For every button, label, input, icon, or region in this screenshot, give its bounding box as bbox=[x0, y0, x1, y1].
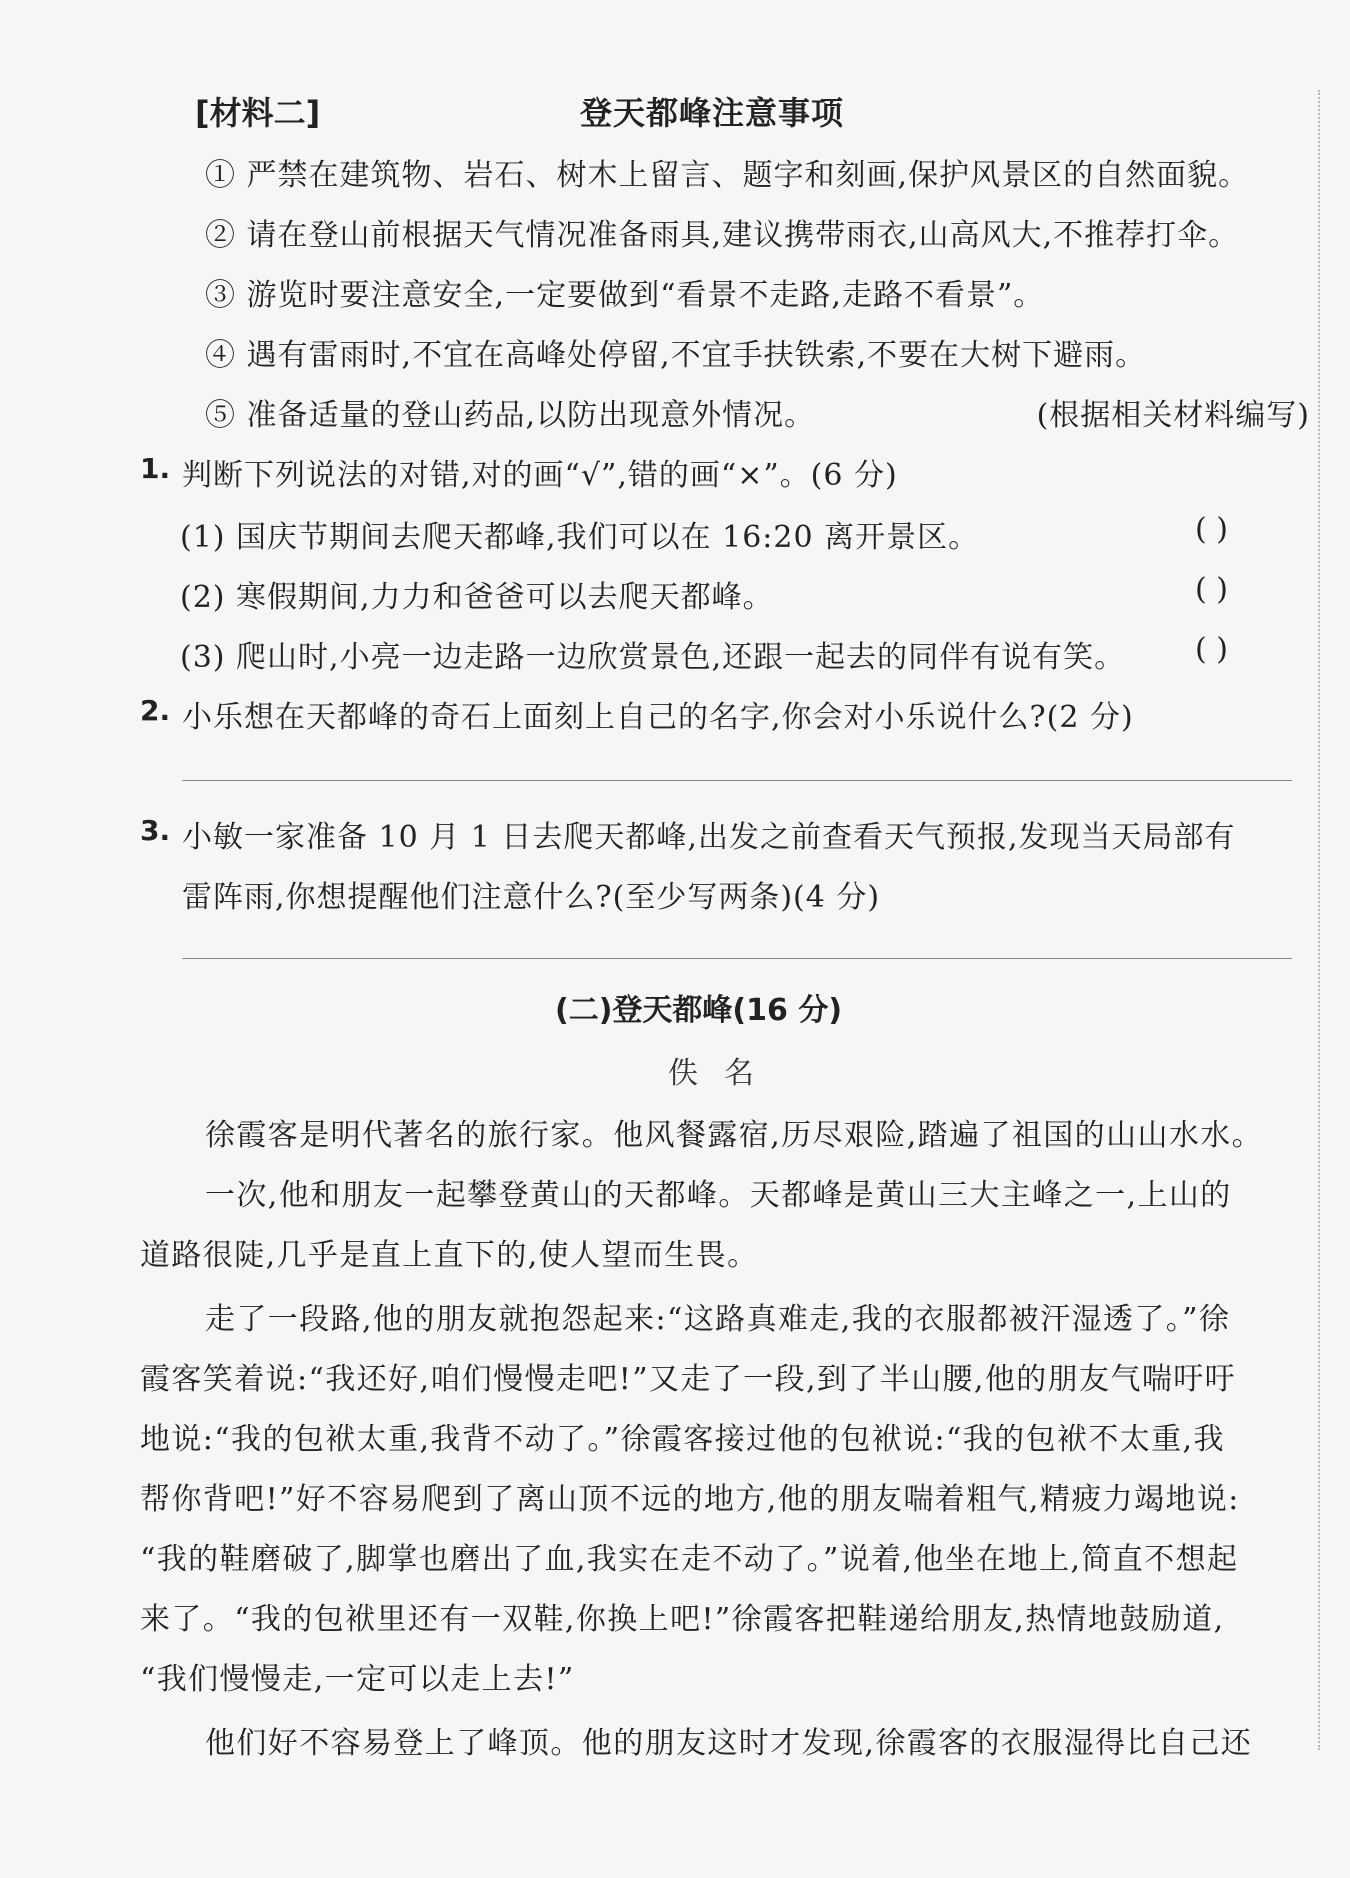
material-label: [材料二] bbox=[195, 94, 321, 132]
answer-blank-2[interactable]: ( ) bbox=[1195, 572, 1228, 607]
question-1-item-2: (2) 寒假期间,力力和爸爸可以去爬天都峰。 bbox=[180, 580, 774, 615]
question-1-number: 1. bbox=[140, 452, 171, 485]
question-2-text: 小乐想在天都峰的奇石上面刻上自己的名字,你会对小乐说什么?(2 分) bbox=[182, 700, 1134, 735]
passage-line-5: 霞客笑着说:“我还好,咱们慢慢走吧!”又走了一段,到了半山腰,他的朋友气喘吁吁 bbox=[140, 1362, 1237, 1397]
passage-line-7: 帮你背吧!”好不容易爬到了离山顶不远的地方,他的朋友喘着粗气,精疲力竭地说: bbox=[140, 1482, 1240, 1517]
passage-line-6: 地说:“我的包袱太重,我背不动了。”徐霞客接过他的包袱说:“我的包袱不太重,我 bbox=[140, 1422, 1225, 1457]
rule-5: ⑤ 准备适量的登山药品,以防出现意外情况。 bbox=[205, 398, 816, 433]
answer-line-q3[interactable] bbox=[182, 958, 1292, 959]
margin-dotted-line bbox=[1318, 90, 1320, 1750]
question-2-number: 2. bbox=[140, 694, 171, 727]
passage-line-1: 徐霞客是明代著名的旅行家。他风餐露宿,历尽艰险,踏遍了祖国的山山水水。 bbox=[205, 1118, 1264, 1153]
passage-line-11: 他们好不容易登上了峰顶。他的朋友这时才发现,徐霞客的衣服湿得比自己还 bbox=[205, 1726, 1253, 1761]
answer-blank-3[interactable]: ( ) bbox=[1195, 632, 1228, 667]
author-name: 佚名 bbox=[668, 1056, 780, 1091]
rule-3: ③ 游览时要注意安全,一定要做到“看景不走路,走路不看景”。 bbox=[205, 278, 1045, 313]
rule-2: ② 请在登山前根据天气情况准备雨具,建议携带雨衣,山高风大,不推荐打伞。 bbox=[205, 218, 1240, 253]
question-1-item-3: (3) 爬山时,小亮一边走路一边欣赏景色,还跟一起去的同伴有说有笑。 bbox=[180, 640, 1126, 675]
passage-line-2: 一次,他和朋友一起攀登黄山的天都峰。天都峰是黄山三大主峰之一,上山的 bbox=[205, 1178, 1232, 1213]
answer-blank-1[interactable]: ( ) bbox=[1195, 512, 1228, 547]
material-title: 登天都峰注意事项 bbox=[580, 94, 845, 132]
passage-line-3: 道路很陡,几乎是直上直下的,使人望而生畏。 bbox=[140, 1238, 759, 1273]
question-3-line-1: 小敏一家准备 10 月 1 日去爬天都峰,出发之前查看天气预报,发现当天局部有 bbox=[182, 820, 1236, 855]
question-3-number: 3. bbox=[140, 814, 171, 847]
passage-line-4: 走了一段路,他的朋友就抱怨起来:“这路真难走,我的衣服都被汗湿透了。”徐 bbox=[205, 1302, 1231, 1337]
question-3-line-2: 雷阵雨,你想提醒他们注意什么?(至少写两条)(4 分) bbox=[182, 880, 881, 915]
passage-line-8: “我的鞋磨破了,脚掌也磨出了血,我实在走不动了。”说着,他坐在地上,简直不想起 bbox=[140, 1542, 1239, 1577]
question-1-text: 判断下列说法的对错,对的画“√”,错的画“×”。(6 分) bbox=[182, 458, 898, 493]
material-source: (根据相关材料编写) bbox=[1036, 398, 1310, 433]
answer-line-q2[interactable] bbox=[182, 780, 1292, 781]
section-2-title: (二)登天都峰(16 分) bbox=[555, 993, 843, 1028]
passage-line-10: “我们慢慢走,一定可以走上去!” bbox=[140, 1662, 575, 1697]
rule-1: ① 严禁在建筑物、岩石、树木上留言、题字和刻画,保护风景区的自然面貌。 bbox=[205, 158, 1250, 193]
passage-line-9: 来了。“我的包袱里还有一双鞋,你换上吧!”徐霞客把鞋递给朋友,热情地鼓励道, bbox=[140, 1602, 1225, 1637]
question-1-item-1: (1) 国庆节期间去爬天都峰,我们可以在 16:20 离开景区。 bbox=[180, 520, 980, 555]
rule-4: ④ 遇有雷雨时,不宜在高峰处停留,不宜手扶铁索,不要在大树下避雨。 bbox=[205, 338, 1147, 373]
